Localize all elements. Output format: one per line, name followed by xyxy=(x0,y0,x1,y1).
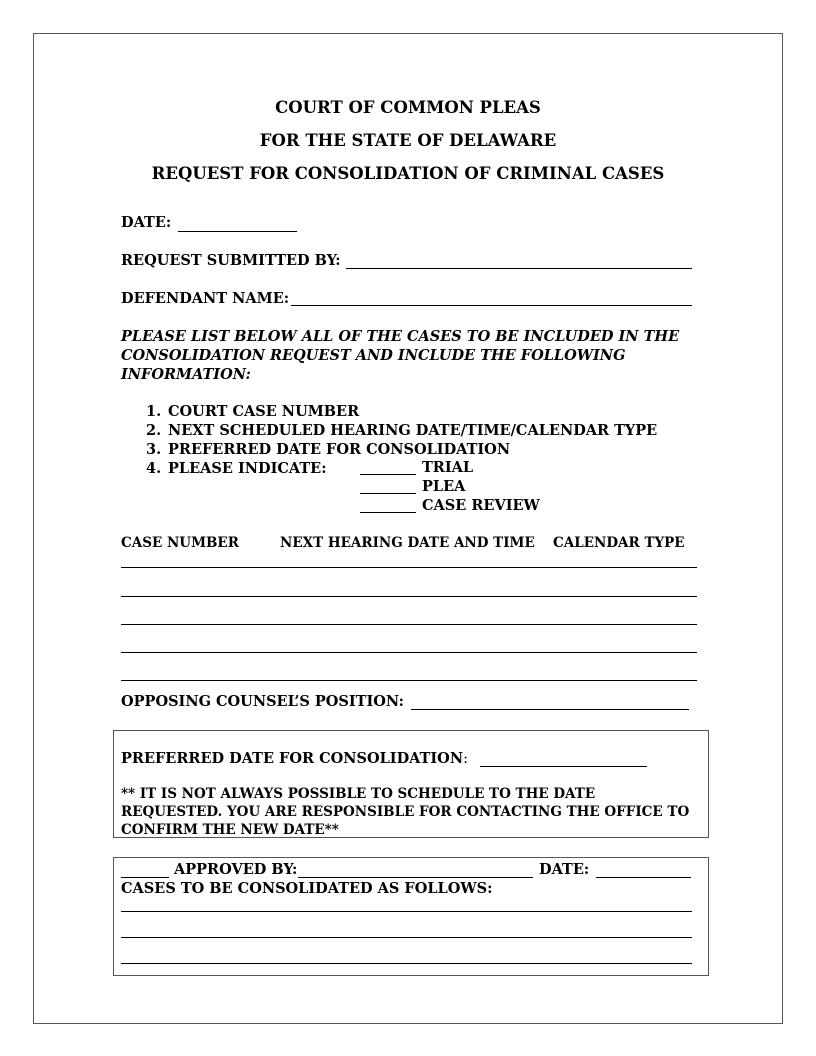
list-item: 2. NEXT SCHEDULED HEARING DATE/TIME/CALENDAR TYPE xyxy=(146,422,658,439)
defendant-name-label: DEFENDANT NAME: xyxy=(121,290,290,307)
option-plea: PLEA xyxy=(422,478,466,495)
form-title: REQUEST FOR CONSOLIDATION OF CRIMINAL CASES xyxy=(151,164,665,183)
preferred-date-field[interactable] xyxy=(480,766,647,767)
schedule-note-line-2: REQUESTED. YOU ARE RESPONSIBLE FOR CONTACTING THE OFFICE TO xyxy=(121,804,690,820)
schedule-note-line-3: CONFIRM THE NEW DATE** xyxy=(121,822,339,838)
approval-check-blank[interactable] xyxy=(121,877,169,878)
approval-date-label: DATE: xyxy=(539,861,590,878)
defendant-name-field[interactable] xyxy=(291,305,692,306)
opposing-counsel-label: OPPOSING COUNSEL’S POSITION: xyxy=(121,693,404,710)
header-next-hearing: NEXT HEARING DATE AND TIME xyxy=(280,535,535,551)
opposing-counsel-field[interactable] xyxy=(411,709,689,710)
case-entry-line-5[interactable] xyxy=(121,680,697,681)
trial-blank[interactable] xyxy=(360,474,416,475)
cases-consolidated-label: CASES TO BE CONSOLIDATED AS FOLLOWS: xyxy=(121,880,493,897)
instructions-line-3: INFORMATION: xyxy=(121,366,251,383)
preferred-date-label: PREFERRED DATE FOR CONSOLIDATION: xyxy=(121,750,468,767)
header-calendar-type: CALENDAR TYPE xyxy=(553,535,685,551)
approved-by-field[interactable] xyxy=(298,877,533,878)
approved-by-label: APPROVED BY: xyxy=(174,861,298,878)
case-entry-line-3[interactable] xyxy=(121,624,697,625)
case-review-blank[interactable] xyxy=(360,512,416,513)
case-entry-line-4[interactable] xyxy=(121,652,697,653)
instructions-line-2: CONSOLIDATION REQUEST AND INCLUDE THE FOLLOWING xyxy=(121,347,626,364)
consolidation-line-1[interactable] xyxy=(121,911,692,912)
list-item: 1. COURT CASE NUMBER xyxy=(146,403,360,420)
consolidation-line-3[interactable] xyxy=(121,963,692,964)
case-entry-line-1[interactable] xyxy=(121,567,697,568)
list-item: 4. PLEASE INDICATE: xyxy=(146,460,327,477)
court-title: COURT OF COMMON PLEAS xyxy=(275,98,541,117)
submitted-by-field[interactable] xyxy=(346,268,692,269)
schedule-note-line-1: ** IT IS NOT ALWAYS POSSIBLE TO SCHEDULE TO THE DATE xyxy=(121,786,596,802)
approval-date-field[interactable] xyxy=(596,877,691,878)
plea-blank[interactable] xyxy=(360,493,416,494)
date-field[interactable] xyxy=(178,231,297,232)
state-title: FOR THE STATE OF DELAWARE xyxy=(259,131,557,150)
option-case-review: CASE REVIEW xyxy=(422,497,540,514)
option-trial: TRIAL xyxy=(422,459,474,476)
header-case-number: CASE NUMBER xyxy=(121,535,239,551)
instructions-line-1: PLEASE LIST BELOW ALL OF THE CASES TO BE INCLUDED IN THE xyxy=(121,328,680,345)
case-entry-line-2[interactable] xyxy=(121,596,697,597)
date-label: DATE: xyxy=(121,214,172,231)
info-list xyxy=(146,402,657,478)
consolidation-line-2[interactable] xyxy=(121,937,692,938)
submitted-by-label: REQUEST SUBMITTED BY: xyxy=(121,252,341,269)
list-item: 3. PREFERRED DATE FOR CONSOLIDATION xyxy=(146,441,511,458)
